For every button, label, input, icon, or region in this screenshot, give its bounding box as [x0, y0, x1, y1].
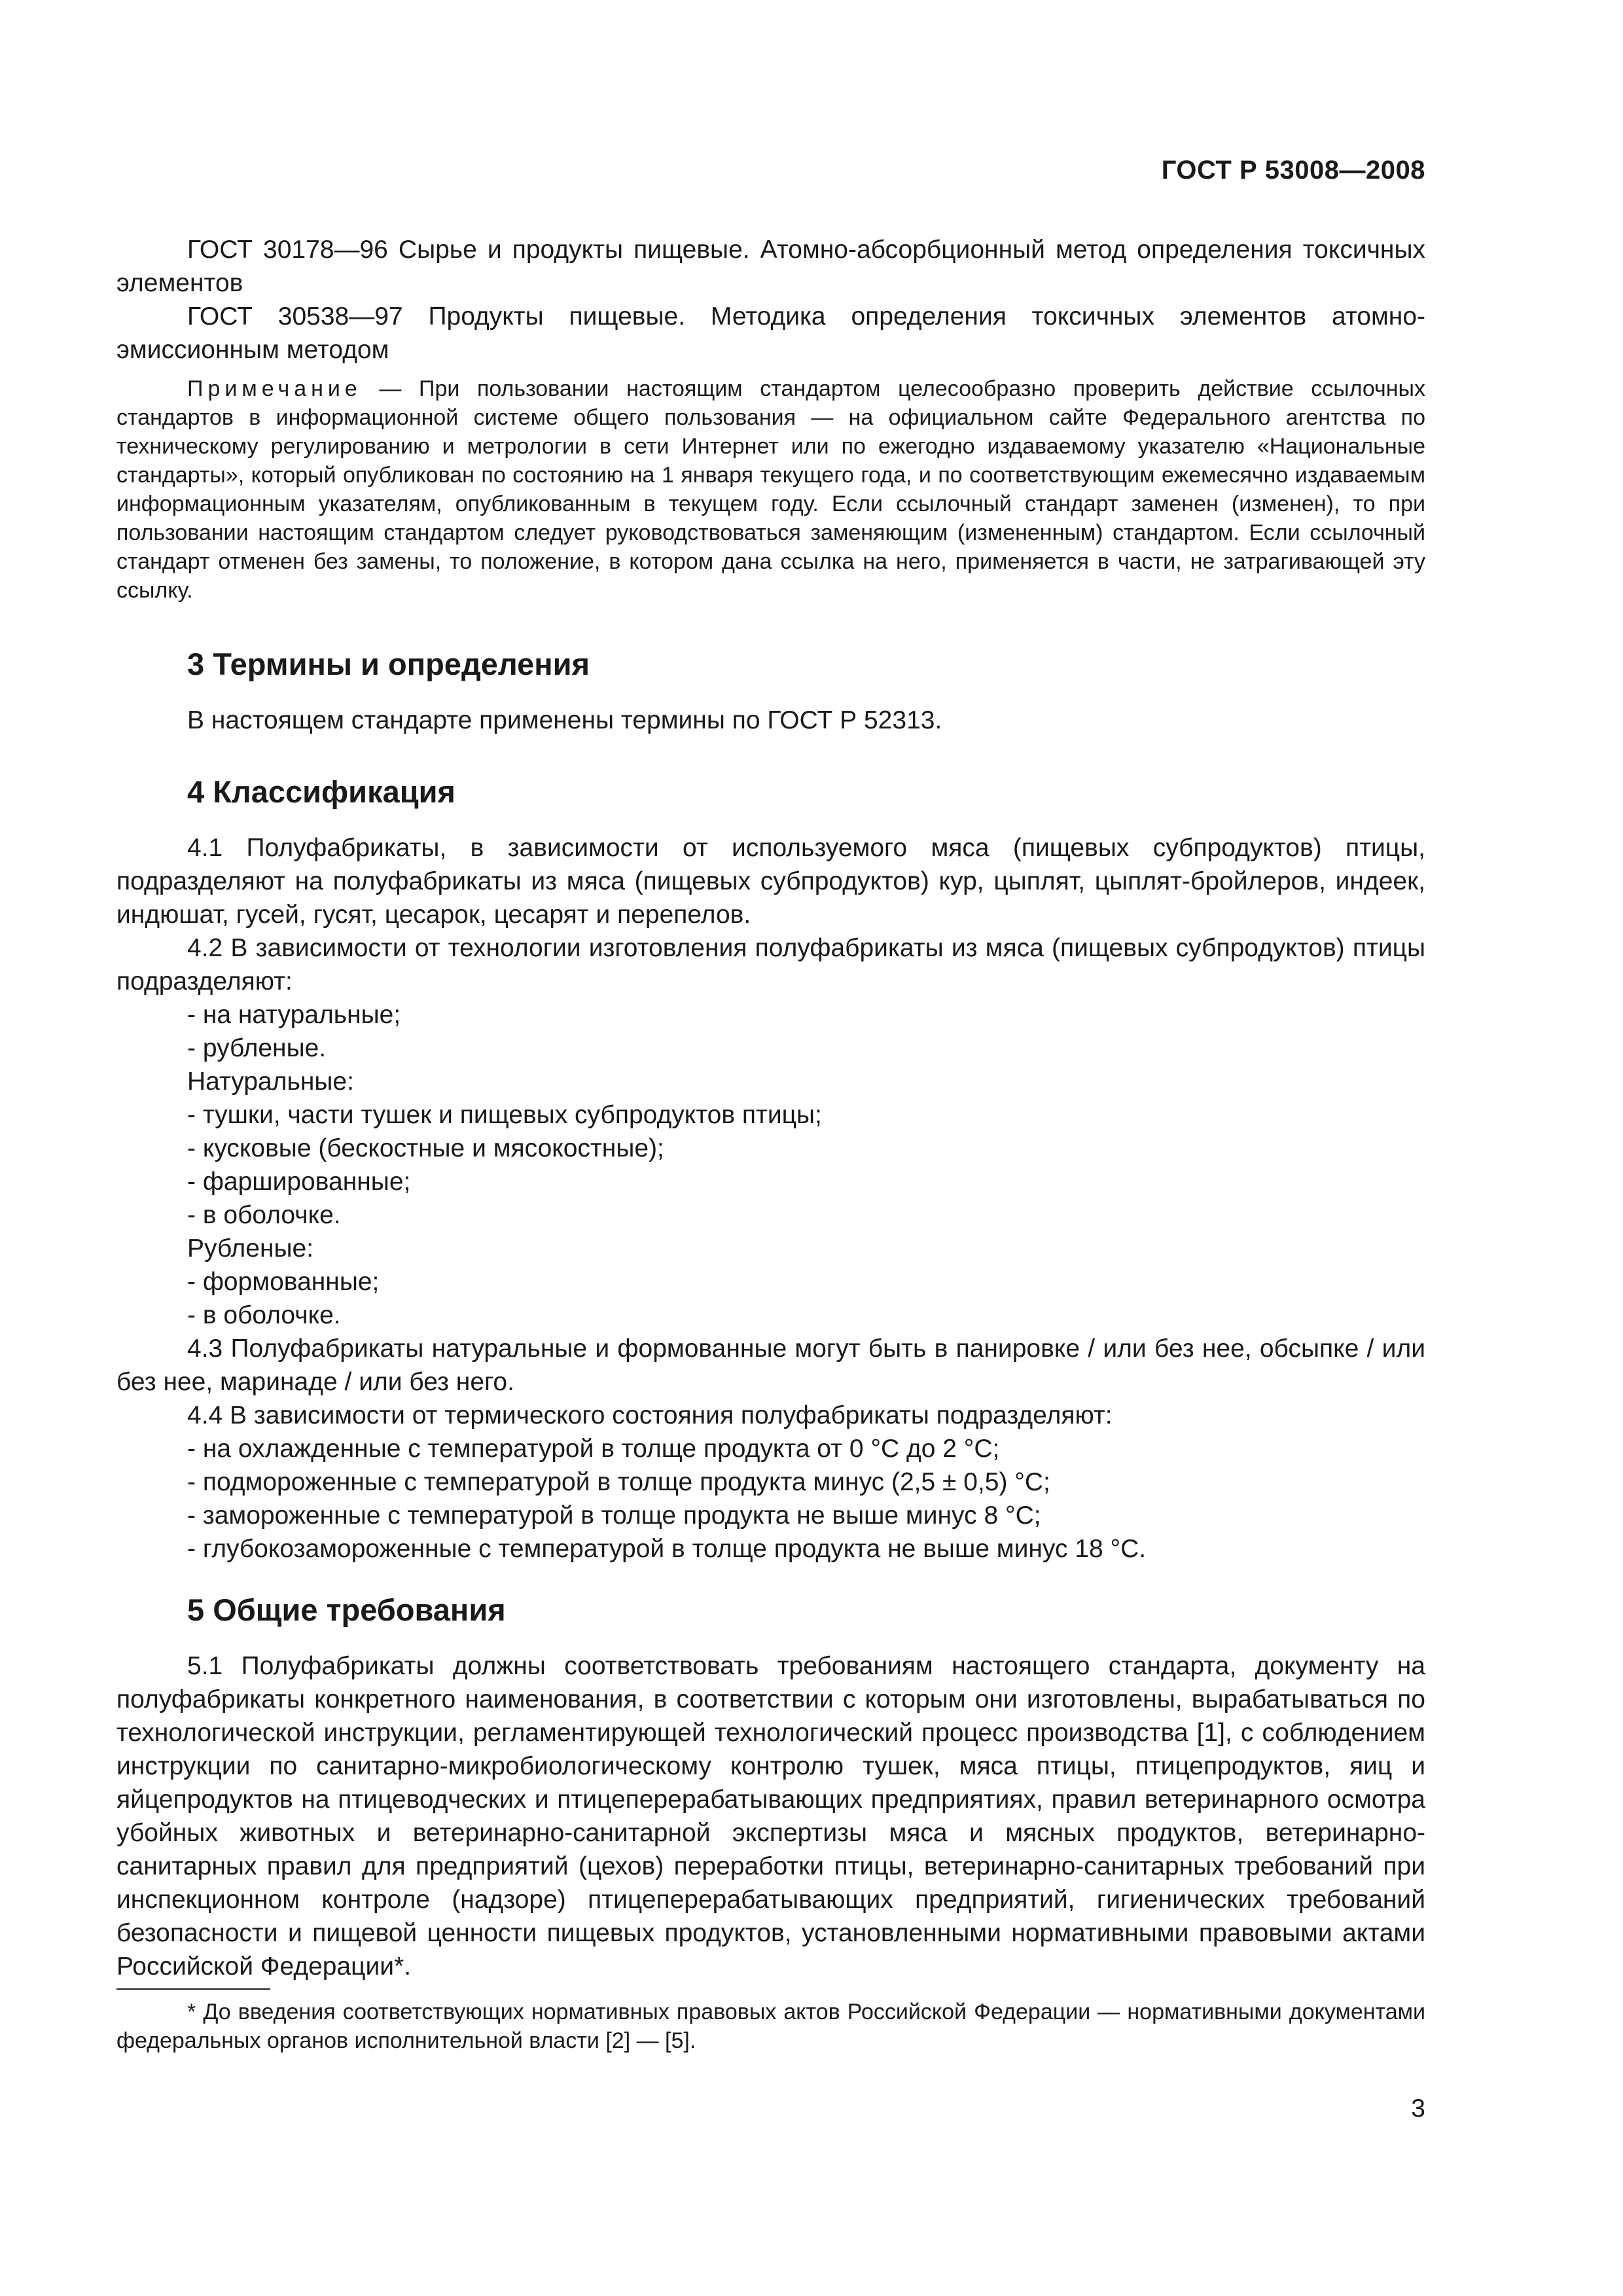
list-item: - формованные; [187, 1268, 380, 1296]
list-label: Натуральные: [187, 1067, 354, 1096]
footnote: * До введения соответствующих нормативных правовых актов Российской Федерации — нормативными документами федеральных органов исполнительной власти [2] — [5]. [116, 2000, 1425, 2053]
list-item: - в оболочке. [187, 1301, 341, 1329]
section-heading: 3 Термины и определения [187, 647, 590, 681]
clause-5-1: 5.1 Полуфабрикаты должны соответствовать требованиям настоящего стандарта, документу на полуфабрикаты конкретного наименования, в соответствии с которым они изготовлены, вырабатываться по технологической инструкции, регламентирующей технологический процесс производства [1], с соблюдением инструкции по санитарно-микробиологическому контролю тушек, мяса птицы, птицепродуктов, яиц и яйцепродуктов на птицеводческих и птицеперерабатывающих предприятиях, правил ветеринарного осмотра убойных животных и ветеринарно-санитарной экспертизы мяса и мясных продуктов, ветеринарно-санитарных правил для предприятий (цехов) переработки птицы, ветеринарно-санитарных требований при инспекционном контроле (надзоре) птицеперерабатывающих предприятий, гигиенических требований безопасности и пищевой ценности пищевых продуктов, установленными нормативными правовыми актами Российской Федерации*. [116, 1652, 1425, 1981]
list-item: - в оболочке. [187, 1201, 341, 1229]
normative-references [116, 233, 1425, 605]
note-label: Примечание [187, 376, 362, 401]
clause-4-2: 4.2 В зависимости от технологии изготовления полуфабрикаты из мяса (пищевых субпродуктов) птицы подразделяют: [116, 934, 1425, 996]
list-item: - рубленые. [187, 1034, 327, 1062]
reference-item: ГОСТ 30178—96 Сырье и продукты пищевые. Атомно-абсорбционный метод определения токсичных элементов [116, 236, 1425, 297]
page-number: 3 [1411, 2094, 1425, 2123]
document-header: ГОСТ Р 53008—2008 [1161, 156, 1425, 185]
clause-4-3: 4.3 Полуфабрикаты натуральные и формованные могут быть в панировке / или без нее, обсыпке / или без нее, маринаде / или без него. [116, 1335, 1425, 1396]
list-item: - кусковые (бескостные и мясокостные); [187, 1134, 664, 1162]
list-item: - глубокозамороженные с температурой в толще продукта не выше минус 18 °С. [187, 1535, 1147, 1563]
footnote-divider [116, 1988, 270, 1990]
section-terms [116, 645, 1425, 737]
note-paragraph [116, 374, 1425, 605]
list-item: - подмороженные с температурой в толще продукта минус (2,5 ± 0,5) °С; [187, 1468, 1050, 1496]
section-text: В настоящем стандарте применены термины по ГОСТ Р 52313. [187, 706, 942, 734]
clause-4-1: 4.1 Полуфабрикаты, в зависимости от используемого мяса (пищевых субпродуктов) птицы, подразделяют на полуфабрикаты из мяса (пищевых субпродуктов) кур, цыплят, цыплят-бройлеров, индеек, индюшат, гусей, гусят, цесарок, цесарят и перепелов. [116, 834, 1425, 929]
list-item: - замороженные с температурой в толще продукта не выше минус 8 °С; [187, 1501, 1041, 1530]
note-text: — При пользовании настоящим стандартом целесообразно проверить действие ссылочных стандартов в информационной системе общего пользования — на официальном сайте Федерального агентства по техническому регулированию и метрологии в сети Интернет или по ежегодно издаваемому указателю «Национальные стандарты», который опубликован по состоянию на 1 января текущего года, и по соответствующим ежемесячно издаваемым информационным указателям, опубликованным в текущем году. Если ссылочный стандарт заменен (изменен), то при пользовании настоящим стандартом следует руководствоваться заменяющим (измененным) стандартом. Если ссылочный стандарт отменен без замены, то положение, в котором дана ссылка на него, применяется в части, не затрагивающей эту ссылку. [116, 376, 1425, 603]
section-general-requirements [116, 1590, 1425, 1983]
list-item: - на охлажденные с температурой в толще продукта от 0 °С до 2 °С; [187, 1435, 1000, 1463]
reference-item: ГОСТ 30538—97 Продукты пищевые. Методика определения токсичных элементов атомно-эмиссионным методом [116, 302, 1425, 364]
list-item: - фаршированные; [187, 1168, 411, 1196]
list-label: Рубленые: [187, 1234, 314, 1263]
section-heading: 5 Общие требования [187, 1592, 506, 1627]
clause-4-4: 4.4 В зависимости от термического состояния полуфабрикаты подразделяют: [187, 1401, 1113, 1429]
section-heading: 4 Классификация [187, 774, 455, 809]
section-classification [116, 772, 1425, 1566]
list-item: - тушки, части тушек и пищевых субпродуктов птицы; [187, 1101, 822, 1129]
list-item: - на натуральные; [187, 1001, 401, 1029]
